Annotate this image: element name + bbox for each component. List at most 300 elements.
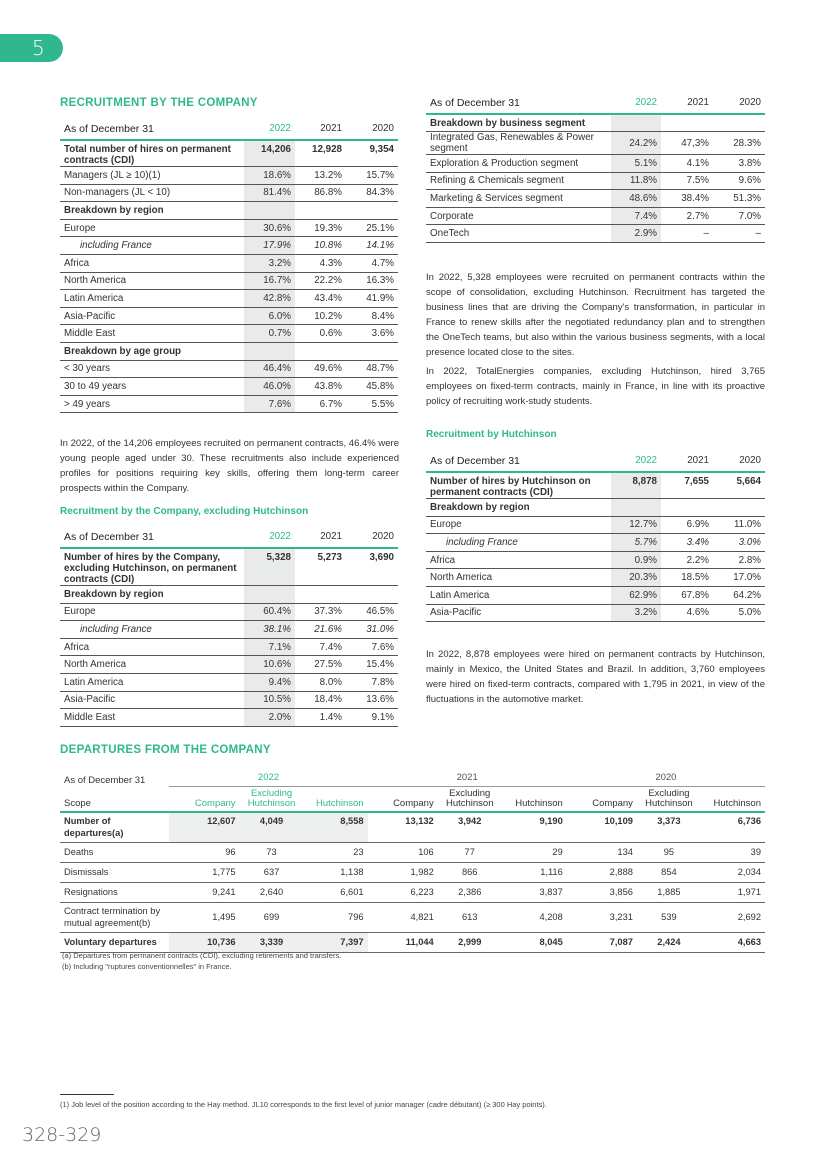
cell-value — [295, 202, 346, 220]
row-label: < 30 years — [60, 360, 244, 378]
cell-value: 3.8% — [713, 155, 765, 173]
cell-value: 15.7% — [346, 167, 398, 185]
cell-value: 46.5% — [346, 603, 398, 621]
table-row — [60, 812, 765, 842]
table-row — [426, 516, 765, 534]
cell-value: 637 — [240, 862, 304, 882]
cell-value: 46.4% — [244, 360, 295, 378]
table-row — [426, 586, 765, 604]
row-label: Contract termination by mutual agreement(b) — [60, 902, 169, 932]
cell-value: 106 — [368, 842, 438, 862]
table-row — [60, 272, 398, 290]
header-year: 2022 — [244, 526, 295, 548]
cell-value: 5.7% — [611, 534, 661, 552]
cell-value — [244, 202, 295, 220]
cell-value: 6.7% — [295, 395, 346, 413]
row-label: Latin America — [60, 290, 244, 308]
table-row — [60, 290, 398, 308]
cell-value: 5.1% — [611, 155, 661, 173]
table-row — [60, 586, 398, 604]
cell-value: 4.1% — [661, 155, 713, 173]
cell-value: 7,087 — [567, 932, 637, 952]
cell-value: 2,424 — [637, 932, 701, 952]
table-row — [60, 902, 765, 932]
cell-value: 10.6% — [244, 656, 295, 674]
column-header: Company — [567, 786, 637, 812]
cell-value: 49.6% — [295, 360, 346, 378]
row-label: Total number of hires on permanent contracts (CDI) — [60, 140, 244, 167]
cell-value: 613 — [438, 902, 502, 932]
cell-value: 24.2% — [611, 132, 661, 155]
recruitment-table — [60, 118, 398, 413]
cell-value: 13.6% — [346, 691, 398, 709]
cell-value: 38.1% — [244, 621, 295, 639]
cell-value: 46.0% — [244, 378, 295, 396]
table-row — [60, 691, 398, 709]
table-row — [60, 709, 398, 727]
column-header: Excluding Hutchinson — [240, 786, 304, 812]
table-row — [60, 656, 398, 674]
cell-value: 1,885 — [637, 882, 701, 902]
departures-notes: (a) Departures from permanent contracts (CDI), excluding retirements and transfers. (b) Including "ruptures conventionnelles" in France. — [62, 951, 342, 971]
row-label: Voluntary departures — [60, 932, 169, 952]
row-label: Asia-Pacific — [60, 307, 244, 325]
footnote: (1) Job level of the position according to the Hay method. JL10 corresponds to the first level of junior manager (cadre débutant) (≥ 300 Hay points). — [60, 1100, 547, 1109]
cell-value: 18.5% — [661, 569, 713, 587]
cell-value: 134 — [567, 842, 637, 862]
cell-value: 4,663 — [701, 932, 765, 952]
cell-value — [661, 114, 713, 132]
table-row — [60, 638, 398, 656]
cell-value: 9.6% — [713, 172, 765, 190]
row-label: Latin America — [426, 586, 611, 604]
column-header: Hutchinson — [304, 786, 368, 812]
hutch-table — [426, 450, 765, 622]
cell-value: 38.4% — [661, 190, 713, 208]
row-label: including France — [60, 621, 244, 639]
year-2021: 2021 — [368, 770, 567, 786]
cell-value — [713, 499, 765, 517]
cell-value: 18.4% — [295, 691, 346, 709]
cell-value: 854 — [637, 862, 701, 882]
row-label: including France — [60, 237, 244, 255]
cell-value: 5,273 — [295, 548, 346, 586]
row-label: Resignations — [60, 882, 169, 902]
cell-value: 4.6% — [661, 604, 713, 622]
cell-value: 9,241 — [169, 882, 239, 902]
cell-value: 14,206 — [244, 140, 295, 167]
row-label: Africa — [60, 638, 244, 656]
cell-value: 6,601 — [304, 882, 368, 902]
header-year: 2020 — [346, 526, 398, 548]
cell-value — [713, 114, 765, 132]
excl-title: Recruitment by the Company, excluding Hutchinson — [60, 506, 309, 517]
cell-value: 2,640 — [240, 882, 304, 902]
cell-value — [295, 342, 346, 360]
cell-value: 73 — [240, 842, 304, 862]
table-row — [60, 862, 765, 882]
cell-value: 86.8% — [295, 184, 346, 202]
row-label: Refining & Chemicals segment — [426, 172, 611, 190]
row-label: Asia-Pacific — [426, 604, 611, 622]
table-row — [60, 342, 398, 360]
cell-value: 9,190 — [502, 812, 567, 842]
table-row — [426, 172, 765, 190]
cell-value: 7,397 — [304, 932, 368, 952]
cell-value: 19.3% — [295, 219, 346, 237]
cell-value: 20.3% — [611, 569, 661, 587]
cell-value: 7.4% — [295, 638, 346, 656]
cell-value: 22.2% — [295, 272, 346, 290]
column-header: Hutchinson — [502, 786, 567, 812]
header-label: As of December 31 — [60, 118, 244, 140]
cell-value: 4,821 — [368, 902, 438, 932]
cell-value: 29 — [502, 842, 567, 862]
cell-value: 1,971 — [701, 882, 765, 902]
cell-value: 3.2% — [611, 604, 661, 622]
cell-value: 6.0% — [244, 307, 295, 325]
cell-value: 5,664 — [713, 472, 765, 499]
cell-value: 1,116 — [502, 862, 567, 882]
business-paragraphs: In 2022, 5,328 employees were recruited on permanent contracts within the scope of consolidation, excluding Hutchinson. Recruitment has targeted the business lines that are driving the Company's transformation, in particular in France to renew skills after the negotiated redundancy plan and to strengthen the OneTech teams, but also within the various business segments, with a local presence located close to the sites. In 2022, TotalEnergies companies, excluding Hutchinson, hired 3,765 employees on fixed-term contracts, mainly in France, in line with its proactive policy of recruiting work-study students. — [426, 272, 765, 407]
column-header: Excluding Hutchinson — [438, 786, 502, 812]
row-label: Middle East — [60, 325, 244, 343]
cell-value: 0.7% — [244, 325, 295, 343]
cell-value: 866 — [438, 862, 502, 882]
row-label: Corporate — [426, 207, 611, 225]
table-row — [426, 551, 765, 569]
cell-value: 16.3% — [346, 272, 398, 290]
cell-value: 7.4% — [611, 207, 661, 225]
cell-value: 21.6% — [295, 621, 346, 639]
cell-value: 3,942 — [438, 812, 502, 842]
table-row — [426, 604, 765, 622]
cell-value: 39 — [701, 842, 765, 862]
table-row — [426, 472, 765, 499]
table-row — [60, 219, 398, 237]
table-row — [60, 202, 398, 220]
cell-value: 4,049 — [240, 812, 304, 842]
cell-value: 3.2% — [244, 254, 295, 272]
cell-value: 10,109 — [567, 812, 637, 842]
row-label: Number of hires by the Company, excluding Hutchinson, on permanent contracts (CDI) — [60, 548, 244, 586]
header-year: 2021 — [295, 526, 346, 548]
cell-value: 3.0% — [713, 534, 765, 552]
column-header: Hutchinson — [701, 786, 765, 812]
table-row — [426, 190, 765, 208]
table-row — [60, 621, 398, 639]
cell-value: 699 — [240, 902, 304, 932]
cell-value: 1,775 — [169, 862, 239, 882]
table-row — [60, 603, 398, 621]
table-row — [426, 155, 765, 173]
table-row — [60, 673, 398, 691]
header-year: 2022 — [611, 92, 661, 114]
cell-value: 0.9% — [611, 551, 661, 569]
cell-value: 3,837 — [502, 882, 567, 902]
cell-value: 4.7% — [346, 254, 398, 272]
row-label: Breakdown by region — [426, 499, 611, 517]
departures-table — [60, 770, 765, 953]
cell-value: 12,928 — [295, 140, 346, 167]
header-label: As of December 31 — [426, 92, 611, 114]
cell-value — [611, 499, 661, 517]
cell-value: 3,339 — [240, 932, 304, 952]
cell-value — [244, 586, 295, 604]
table-row — [60, 360, 398, 378]
cell-value: 16.7% — [244, 272, 295, 290]
row-label: Breakdown by age group — [60, 342, 244, 360]
table-row — [426, 114, 765, 132]
cell-value: 2,386 — [438, 882, 502, 902]
cell-value: 11.0% — [713, 516, 765, 534]
cell-value — [346, 342, 398, 360]
row-label: Deaths — [60, 842, 169, 862]
cell-value: 6,223 — [368, 882, 438, 902]
footnote-rule — [60, 1094, 114, 1095]
header-label: As of December 31 — [60, 526, 244, 548]
cell-value: 9.4% — [244, 673, 295, 691]
cell-value: 2.0% — [244, 709, 295, 727]
header-year: 2021 — [661, 450, 713, 472]
cell-value — [661, 499, 713, 517]
row-label: Non-managers (JL < 10) — [60, 184, 244, 202]
cell-value: 4.3% — [295, 254, 346, 272]
cell-value: 64.2% — [713, 586, 765, 604]
year-2020: 2020 — [567, 770, 765, 786]
header-year: 2022 — [244, 118, 295, 140]
row-label: > 49 years — [60, 395, 244, 413]
table-row — [60, 167, 398, 185]
cell-value: 28.3% — [713, 132, 765, 155]
cell-value: 9,354 — [346, 140, 398, 167]
cell-value: 67.8% — [661, 586, 713, 604]
cell-value: 6.9% — [661, 516, 713, 534]
row-label: Integrated Gas, Renewables & Power segment — [426, 132, 611, 155]
row-label: Breakdown by business segment — [426, 114, 611, 132]
table-row — [60, 307, 398, 325]
cell-value: 18.6% — [244, 167, 295, 185]
cell-value: 48.6% — [611, 190, 661, 208]
table-row — [60, 254, 398, 272]
excl-table — [60, 526, 398, 727]
column-header: Company — [169, 786, 239, 812]
cell-value — [346, 202, 398, 220]
cell-value: – — [713, 225, 765, 243]
cell-value: 8,878 — [611, 472, 661, 499]
row-label: North America — [426, 569, 611, 587]
page-number: 328-329 — [22, 1124, 102, 1146]
table-row — [60, 237, 398, 255]
row-label: Africa — [426, 551, 611, 569]
table-row — [426, 225, 765, 243]
cell-value — [346, 586, 398, 604]
cell-value: 37.3% — [295, 603, 346, 621]
row-label: Europe — [60, 219, 244, 237]
cell-value: 42.8% — [244, 290, 295, 308]
cell-value: 7.6% — [244, 395, 295, 413]
header-year: 2020 — [713, 92, 765, 114]
row-label: Latin America — [60, 673, 244, 691]
row-label: Breakdown by region — [60, 202, 244, 220]
row-label: North America — [60, 272, 244, 290]
cell-value: 30.6% — [244, 219, 295, 237]
recruitment-title: RECRUITMENT BY THE COMPANY — [60, 97, 258, 109]
cell-value: 2.9% — [611, 225, 661, 243]
cell-value — [611, 114, 661, 132]
row-label: OneTech — [426, 225, 611, 243]
cell-value: 7.8% — [346, 673, 398, 691]
recruitment-paragraph: In 2022, of the 14,206 employees recruited on permanent contracts, 46.4% were young people aged under 30. These recruitments also include experienced profiles for positions requiring key skills, offering them long-term career prospects within the Company. — [60, 438, 399, 494]
row-label: Exploration & Production segment — [426, 155, 611, 173]
hutch-title: Recruitment by Hutchinson — [426, 429, 557, 440]
cell-value: 17.9% — [244, 237, 295, 255]
cell-value: 1,982 — [368, 862, 438, 882]
cell-value: 539 — [637, 902, 701, 932]
cell-value: 7,655 — [661, 472, 713, 499]
cell-value: 9.1% — [346, 709, 398, 727]
row-label: Number of hires by Hutchinson on permanent contracts (CDI) — [426, 472, 611, 499]
row-label: Number of departures(a) — [60, 812, 169, 842]
row-label: Europe — [426, 516, 611, 534]
cell-value: 17.0% — [713, 569, 765, 587]
cell-value: 1,138 — [304, 862, 368, 882]
cell-value: 7.0% — [713, 207, 765, 225]
cell-value: 13.2% — [295, 167, 346, 185]
cell-value: 2.7% — [661, 207, 713, 225]
cell-value: 10.5% — [244, 691, 295, 709]
cell-value: 7.5% — [661, 172, 713, 190]
header-year: 2021 — [661, 92, 713, 114]
cell-value: 2,888 — [567, 862, 637, 882]
table-row — [426, 499, 765, 517]
cell-value: 2.2% — [661, 551, 713, 569]
header-year: 2021 — [295, 118, 346, 140]
cell-value: 62.9% — [611, 586, 661, 604]
column-header: Company — [368, 786, 438, 812]
table-row — [60, 932, 765, 952]
cell-value: 31.0% — [346, 621, 398, 639]
cell-value: 47,3% — [661, 132, 713, 155]
cell-value: 3,231 — [567, 902, 637, 932]
chapter-badge: 5 — [0, 34, 63, 62]
cell-value: 45.8% — [346, 378, 398, 396]
row-label: Breakdown by region — [60, 586, 244, 604]
cell-value: 96 — [169, 842, 239, 862]
table-row — [60, 140, 398, 167]
cell-value: 7.1% — [244, 638, 295, 656]
cell-value: 25.1% — [346, 219, 398, 237]
row-label: Managers (JL ≥ 10)(1) — [60, 167, 244, 185]
row-label: including France — [426, 534, 611, 552]
cell-value — [295, 586, 346, 604]
cell-value: 2,999 — [438, 932, 502, 952]
hutch-paragraph: In 2022, 8,878 employees were hired on permanent contracts by Hutchinson, mainly in Mexico, the United States and Brazil. In addition, 3,760 employees were hired on fixed-term contracts, compared with 1,795 in 2021, in view of the fluctuations in the automotive market. — [426, 649, 765, 705]
table-row — [426, 132, 765, 155]
cell-value — [244, 342, 295, 360]
table-row — [60, 184, 398, 202]
header-year: 2020 — [346, 118, 398, 140]
cell-value: 2,692 — [701, 902, 765, 932]
year-2022: 2022 — [169, 770, 367, 786]
as-of-label: As of December 31 — [64, 775, 146, 786]
cell-value: 12.7% — [611, 516, 661, 534]
table-row — [426, 534, 765, 552]
cell-value: 6,736 — [701, 812, 765, 842]
row-label: North America — [60, 656, 244, 674]
scope-label: Scope — [60, 786, 169, 812]
cell-value: 3,690 — [346, 548, 398, 586]
column-header: Excluding Hutchinson — [637, 786, 701, 812]
cell-value: 10.2% — [295, 307, 346, 325]
cell-value: 8,558 — [304, 812, 368, 842]
row-label: 30 to 49 years — [60, 378, 244, 396]
cell-value: 10,736 — [169, 932, 239, 952]
cell-value: 1.4% — [295, 709, 346, 727]
cell-value: 23 — [304, 842, 368, 862]
row-label: Dismissals — [60, 862, 169, 882]
cell-value: 8,045 — [502, 932, 567, 952]
row-label: Europe — [60, 603, 244, 621]
header-year: 2020 — [713, 450, 765, 472]
cell-value: 2.8% — [713, 551, 765, 569]
cell-value: – — [661, 225, 713, 243]
table-row — [60, 842, 765, 862]
cell-value: 5,328 — [244, 548, 295, 586]
cell-value: 8.0% — [295, 673, 346, 691]
cell-value: 77 — [438, 842, 502, 862]
table-row — [60, 325, 398, 343]
cell-value: 0.6% — [295, 325, 346, 343]
cell-value: 43.4% — [295, 290, 346, 308]
table-row — [60, 378, 398, 396]
cell-value: 27.5% — [295, 656, 346, 674]
cell-value: 12,607 — [169, 812, 239, 842]
business-table — [426, 92, 765, 243]
cell-value: 11,044 — [368, 932, 438, 952]
cell-value: 5.0% — [713, 604, 765, 622]
cell-value: 13,132 — [368, 812, 438, 842]
cell-value: 48.7% — [346, 360, 398, 378]
cell-value: 3,856 — [567, 882, 637, 902]
cell-value: 84.3% — [346, 184, 398, 202]
cell-value: 10.8% — [295, 237, 346, 255]
cell-value: 796 — [304, 902, 368, 932]
table-row — [426, 569, 765, 587]
cell-value: 3,373 — [637, 812, 701, 842]
cell-value: 3.6% — [346, 325, 398, 343]
cell-value: 7.6% — [346, 638, 398, 656]
cell-value: 51.3% — [713, 190, 765, 208]
departures-title: DEPARTURES FROM THE COMPANY — [60, 744, 271, 756]
cell-value: 1,495 — [169, 902, 239, 932]
cell-value: 43.8% — [295, 378, 346, 396]
cell-value: 14.1% — [346, 237, 398, 255]
cell-value: 4,208 — [502, 902, 567, 932]
header-year: 2022 — [611, 450, 661, 472]
cell-value: 2,034 — [701, 862, 765, 882]
cell-value: 15.4% — [346, 656, 398, 674]
cell-value: 95 — [637, 842, 701, 862]
row-label: Marketing & Services segment — [426, 190, 611, 208]
table-row — [60, 882, 765, 902]
cell-value: 3.4% — [661, 534, 713, 552]
table-row — [60, 548, 398, 586]
cell-value: 5.5% — [346, 395, 398, 413]
cell-value: 81.4% — [244, 184, 295, 202]
cell-value: 60.4% — [244, 603, 295, 621]
cell-value: 11.8% — [611, 172, 661, 190]
